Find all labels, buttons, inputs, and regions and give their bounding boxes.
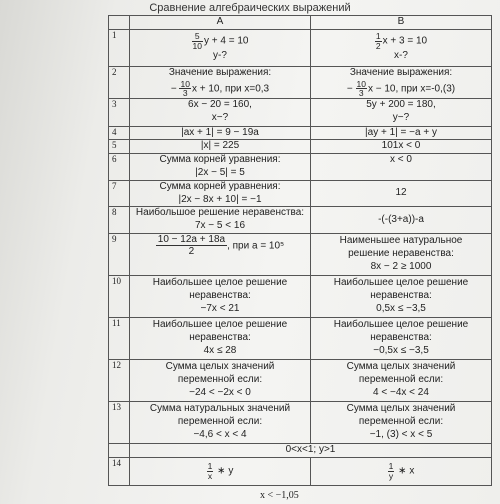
cell-line: Наибольшее целое решение: [333, 319, 469, 331]
cell-line: −0,5x ≤ −3,5: [373, 344, 429, 356]
cell-line: неравенства:: [189, 332, 251, 344]
cell-b: 12: [311, 180, 492, 207]
cell-b: [311, 29, 492, 66]
numerator: 1: [388, 461, 394, 472]
denominator: 3: [182, 88, 188, 99]
cell-line: −4,6 < x < 4: [193, 428, 247, 440]
cell-a: [130, 233, 311, 275]
numerator: 10 − 12a + 18a: [157, 233, 226, 245]
equation-rest: x + 3 = 10: [382, 36, 428, 48]
cell-line: переменной если:: [177, 374, 263, 386]
row-number: 2: [109, 66, 130, 98]
cell-b: [311, 317, 492, 359]
cell-line: Наибольшее целое решение: [333, 277, 469, 289]
cell-line: Наименьшее натуральное: [339, 235, 463, 247]
condition-cell: 0<x<1; y>1: [130, 443, 492, 457]
minus-sign: −: [170, 83, 177, 95]
table-row: [109, 140, 492, 154]
table-row: [109, 154, 492, 181]
question: x-?: [394, 50, 408, 62]
equation-rest: y + 4 = 10: [203, 36, 249, 48]
cell-line: Значение выражения:: [349, 66, 453, 78]
cell-a: [130, 359, 311, 401]
header-column-b: B: [311, 16, 492, 30]
cell-line: |2x − 8x + 10| = −1: [178, 193, 262, 205]
table-row: [109, 443, 492, 457]
cell-a: [130, 98, 311, 126]
cell-line: решение неравенства:: [348, 248, 454, 260]
row-number: 11: [109, 317, 130, 359]
cell-a: [130, 66, 311, 98]
cell-line: неравенства:: [370, 290, 432, 302]
row-number: 9: [109, 233, 130, 275]
numerator: 10: [180, 78, 190, 89]
cell-b: [311, 401, 492, 443]
table-row: [109, 29, 492, 66]
row-number: 5: [109, 140, 130, 154]
table-row: [109, 98, 492, 126]
cell-b: [311, 457, 492, 485]
cell-b: |ay + 1| = −a + y: [311, 126, 492, 140]
cell-line: 4x ≤ 28: [203, 344, 237, 356]
table-row: [109, 180, 492, 207]
table-row: [109, 317, 492, 359]
numerator: 1: [207, 461, 213, 472]
cell-b: [311, 275, 492, 317]
table-row: [109, 233, 492, 275]
cell-a: |x| = 225: [130, 140, 311, 154]
cell-b: x < 0: [311, 154, 492, 181]
cell-b: -(-(3+a))-a: [311, 207, 492, 234]
fraction: [179, 80, 190, 98]
cell-a: [130, 275, 311, 317]
cell-line: неравенства:: [189, 290, 251, 302]
cell-a: [130, 154, 311, 181]
row-number: 6: [109, 154, 130, 181]
cell-b: [311, 233, 492, 275]
denominator: 2: [188, 246, 195, 258]
cell-line: x−?: [211, 112, 229, 124]
cell-b: [311, 359, 492, 401]
cell-line: Сумма натуральных значений: [149, 403, 291, 415]
fraction: [388, 462, 395, 480]
worksheet-title: Сравнение алгебраических выражений: [149, 2, 351, 14]
cell-line: 6x − 20 = 160,: [188, 99, 252, 111]
row-number: 12: [109, 359, 130, 401]
row-number: 4: [109, 126, 130, 140]
cell-line: 8x − 2 ≥ 1000: [370, 260, 432, 272]
expression-rest: x − 10, при x=-0,(3): [367, 83, 456, 95]
cell-b: [311, 98, 492, 126]
cell-b: 101x < 0: [311, 140, 492, 154]
denominator: y: [388, 470, 394, 481]
cell-line: переменной если:: [358, 416, 444, 428]
cell-line: −1, (3) < x < 5: [369, 428, 433, 440]
cell-a: [130, 317, 311, 359]
row-number: 14: [109, 457, 130, 485]
cell-line: y−?: [392, 112, 410, 124]
cell-line: неравенства:: [370, 332, 432, 344]
table-row: [109, 401, 492, 443]
numerator: 1: [375, 31, 381, 42]
row-number: 3: [109, 98, 130, 126]
cell-a: [130, 457, 311, 485]
cell-line: 4 < −4x < 24: [373, 386, 429, 398]
cell-line: Наибольшое решение неравенства:: [135, 207, 305, 219]
table-row: [109, 207, 492, 234]
cell-a: [130, 207, 311, 234]
cell-a: |ax + 1| = 9 − 19a: [130, 126, 311, 140]
cell-b: [311, 66, 492, 98]
cell-line: |2x − 5| = 5: [195, 166, 245, 178]
cell-line: 5y + 200 = 180,: [366, 99, 436, 111]
header-num-cell: [109, 16, 130, 30]
fraction: [156, 234, 227, 258]
expression-rest: ∗ x: [398, 465, 415, 477]
comparison-table: [108, 15, 492, 486]
equation: [313, 32, 489, 50]
minus-sign: −: [346, 83, 353, 95]
fraction: [356, 80, 367, 98]
denominator: x: [207, 470, 213, 481]
denominator: 3: [358, 88, 364, 99]
expression: [313, 80, 489, 98]
expression: [132, 80, 308, 98]
cell-line: −7x < 21: [200, 302, 240, 314]
fraction: [207, 462, 214, 480]
expression-rest: , при a = 10⁵: [227, 240, 285, 252]
question: y-?: [213, 50, 227, 62]
cell-line: Сумма целых значений: [346, 361, 456, 373]
cell-line: Сумма целых значений: [165, 361, 275, 373]
equation: [132, 32, 308, 50]
cell-line: 0,5x ≤ −3,5: [376, 302, 426, 314]
bottom-condition: x < −1,05: [260, 490, 299, 501]
row-number: [109, 443, 130, 457]
cell-line: 7x − 5 < 16: [194, 220, 246, 232]
row-number: 1: [109, 29, 130, 66]
cell-line: переменной если:: [358, 374, 444, 386]
numerator: 10: [356, 78, 366, 89]
denominator: 10: [192, 40, 202, 51]
cell-line: Сумма корней уравнения:: [159, 154, 281, 166]
fraction: [192, 32, 203, 50]
cell-a: [130, 401, 311, 443]
row-number: 10: [109, 275, 130, 317]
numerator: 5: [192, 32, 203, 42]
table-row: [109, 359, 492, 401]
denominator: 2: [375, 40, 381, 51]
cell-a: [130, 180, 311, 207]
cell-a: [130, 29, 311, 66]
table-row: [109, 66, 492, 98]
cell-line: Значение выражения:: [168, 66, 272, 78]
expression-rest: ∗ y: [217, 465, 234, 477]
row-number: 7: [109, 180, 130, 207]
expression-rest: x + 10, при x=0,3: [191, 83, 270, 95]
header-column-a: A: [130, 16, 311, 30]
cell-line: Сумма целых значений: [346, 403, 456, 415]
table-row: [109, 457, 492, 485]
cell-line: переменной если:: [177, 416, 263, 428]
cell-line: Наибольшее целое решение: [152, 319, 288, 331]
table-row: [109, 275, 492, 317]
header-row: [109, 16, 492, 30]
cell-line: Сумма корней уравнения:: [159, 180, 281, 192]
row-number: 8: [109, 207, 130, 234]
cell-line: −24 < −2x < 0: [189, 386, 251, 398]
table-row: [109, 126, 492, 140]
fraction: [375, 32, 382, 50]
cell-line: Наибольшее целое решение: [152, 277, 288, 289]
row-number: 13: [109, 401, 130, 443]
